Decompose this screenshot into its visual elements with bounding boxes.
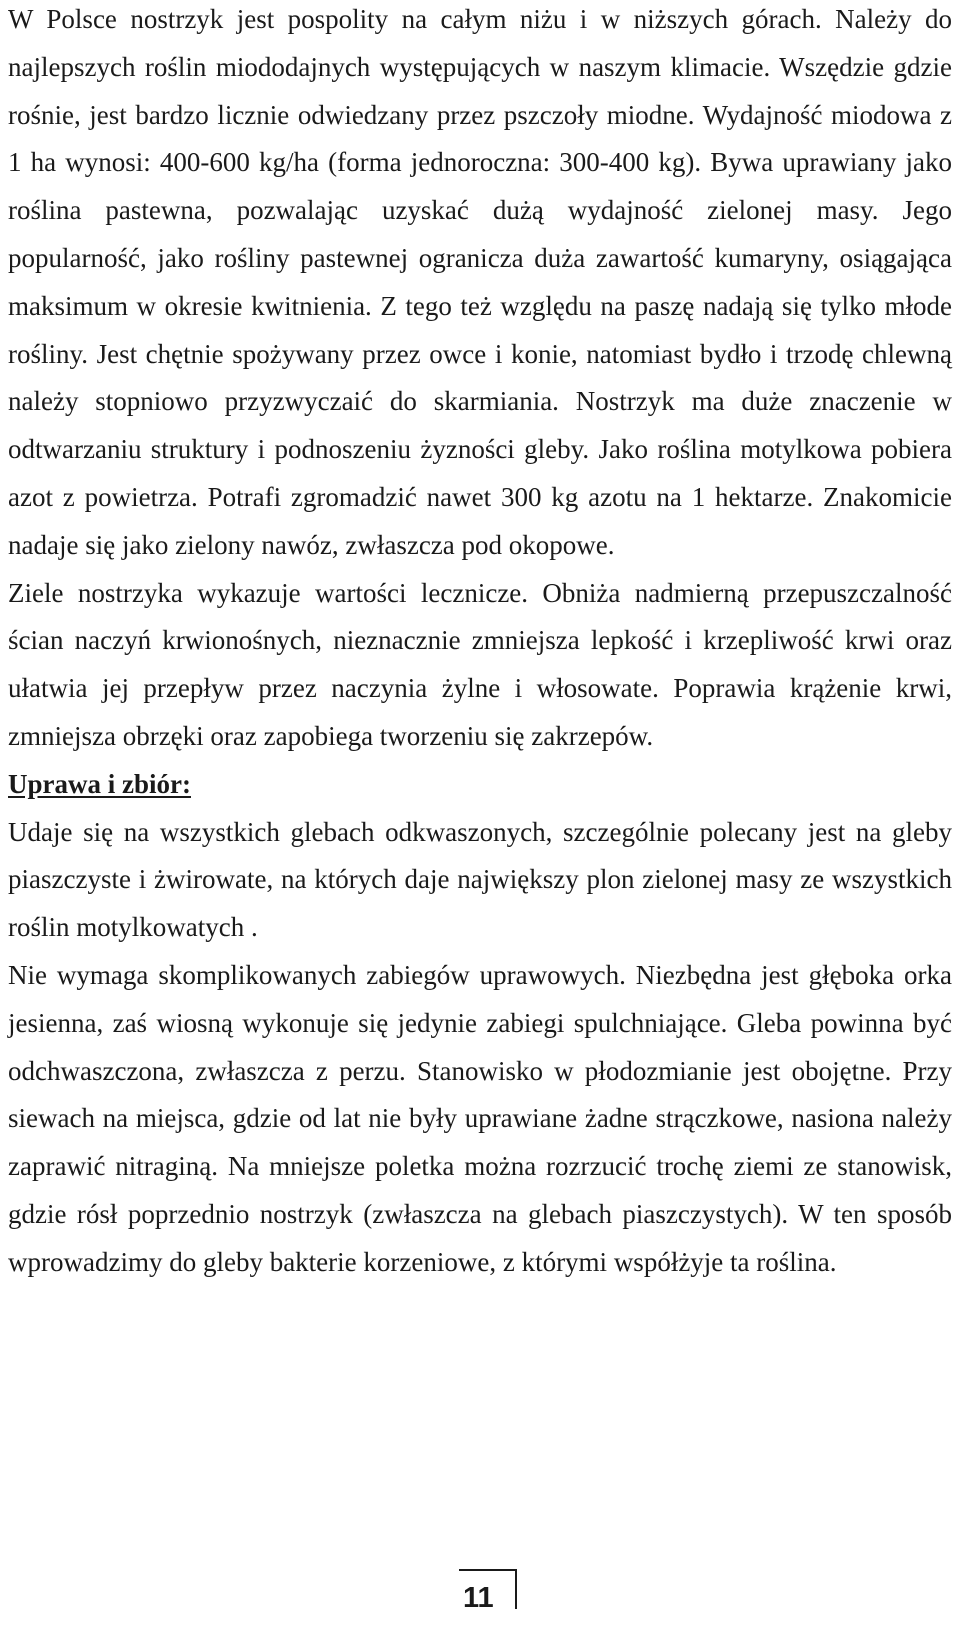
medicinal-paragraph: Ziele nostrzyka wykazuje wartości lecznicze. Obniża nadmierną przepuszczalność ścian naczyń krwionośnych, nieznacznie zmniejsza lepkość i krzepliwość krwi oraz ułatwia jej przepływ przez naczynia żylne i włosowate. Poprawia krążenie krwi, zmniejsza obrzęki oraz zapobiega tworzeniu się zakrzepów. xyxy=(8,577,952,751)
page-number-side-rule xyxy=(515,1569,517,1609)
page-number: 11 xyxy=(463,1582,494,1614)
cultivation-paragraph: Nie wymaga skomplikowanych zabiegów uprawowych. Niezbędna jest głęboka orka jesienna, zaś wiosną wykonuje się jedynie zabiegi spulchniające. Gleba powinna być odchwaszczona, zwłaszcza z perzu. Stanowisko w płodozmianie jest obojętne. Przy siewach na miejsca, gdzie od lat nie były uprawiane żadne strączkowe, nasiona należy zaprawić nitraginą. Na mniejsze poletka można rozrzucić trochę ziemi ze stanowisk, gdzie rósł poprzednio nostrzyk (zwłaszcza na glebach piaszczystych). W ten sposób wprowadzimy do gleby bakterie korzeniowe, z którymi współżyje ta roślina. xyxy=(8,959,952,1277)
page-number-top-rule xyxy=(459,1569,517,1571)
soil-paragraph: Udaje się na wszystkich glebach odkwaszonych, szczególnie polecany jest na gleby piaszczyste i żwirowate, na których daje największy plon zielonej masy ze wszystkich roślin motylkowatych . xyxy=(8,816,952,943)
document-page xyxy=(8,0,952,1287)
page-number-box xyxy=(459,1569,519,1621)
intro-paragraph: W Polsce nostrzyk jest pospolity na całym niżu i w niższych górach. Należy do najlepszych roślin miododajnych występujących w naszym klimacie. Wszędzie gdzie rośnie, jest bardzo licznie odwiedzany przez pszczoły miodne. Wydajność miodowa z 1 ha wynosi: 400-600 kg/ha (forma jednoroczna: 300-400 kg). Bywa uprawiany jako roślina pastewna, pozwalając uzyskać dużą wydajność zielonej masy. Jego popularność, jako rośliny pastewnej ogranicza duża zawartość kumaryny, osiągająca maksimum w okresie kwitnienia. Z tego też względu na paszę nadają się tylko młode rośliny. Jest chętnie spożywany przez owce i konie, natomiast bydło i trzodę chlewną należy stopniowo przyzwyczaić do skarmiania. Nostrzyk ma duże znaczenie w odtwarzaniu struktury i podnoszeniu żyzności gleby. Jako roślina motylkowa pobiera azot z powietrza. Potrafi zgromadzić nawet 300 kg azotu na 1 hektarze. Znakomicie nadaje się jako zielony nawóz, zwłaszcza pod okopowe. xyxy=(8,4,952,560)
section-heading: Uprawa i zbiór: xyxy=(8,768,191,799)
